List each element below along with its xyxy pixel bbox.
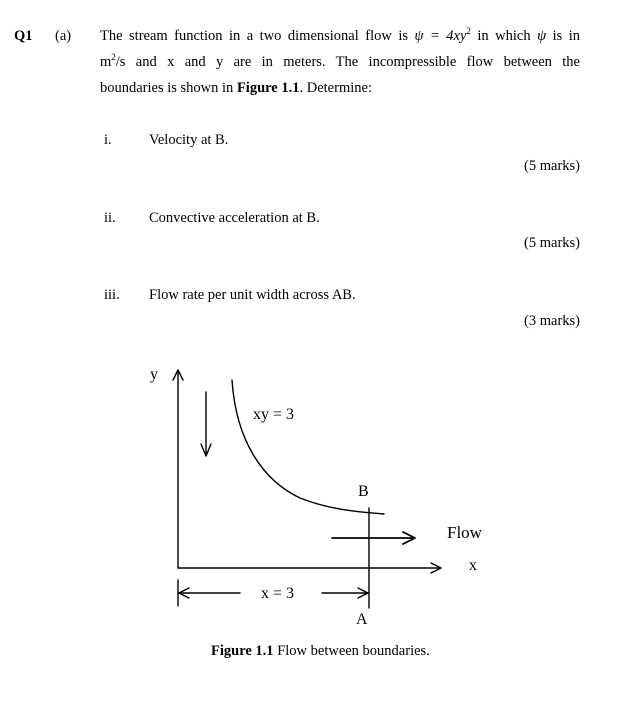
dimension-label: x = 3 [261, 585, 295, 602]
y-axis-label: y [150, 366, 158, 383]
subpart-ii-marks: (5 marks) [524, 235, 580, 251]
curve-label: xy = 3 [253, 406, 295, 423]
line1-post: is in [552, 28, 581, 44]
subpart-iii-label: iii. [104, 287, 120, 303]
line1-mid: in which [470, 28, 531, 44]
unit-m: m [100, 54, 112, 70]
line1-pre: The stream function in a two dimensional flow is [100, 28, 408, 44]
psi-symbol: ψ [414, 28, 424, 44]
point-b-label: B [358, 483, 369, 500]
caption-text: Flow between boundaries. [277, 643, 430, 659]
psi-exponent: 2 [466, 26, 471, 36]
subpart-iii-marks: (3 marks) [524, 313, 580, 329]
figure-caption [211, 643, 430, 660]
line3-post: . Determine: [299, 80, 372, 96]
caption-label: Figure 1.1 [211, 643, 274, 659]
subpart-i-marks: (5 marks) [524, 158, 580, 174]
subpart-i-label: i. [104, 132, 112, 148]
psi-equation: = 4xy [423, 28, 467, 44]
unit-exponent: 2 [111, 52, 116, 62]
subpart-iii-text: Flow rate per unit width across AB. [149, 287, 356, 303]
x-axis-label: x [469, 557, 477, 574]
question-number: Q1 [14, 28, 33, 44]
figure-reference: Figure 1.1 [236, 80, 300, 96]
subpart-ii-label: ii. [104, 210, 116, 226]
psi-symbol-2: ψ [537, 28, 547, 44]
point-a-label: A [356, 611, 368, 628]
subpart-i-text: Velocity at B. [149, 132, 229, 148]
flow-label: Flow [447, 523, 482, 542]
line3-pre: boundaries is shown in [100, 80, 234, 96]
question-part: (a) [55, 28, 72, 44]
subpart-ii-text: Convective acceleration at B. [149, 210, 320, 226]
line2-rest: /s and x and y are in meters. The incompressible flow between the [115, 54, 580, 70]
